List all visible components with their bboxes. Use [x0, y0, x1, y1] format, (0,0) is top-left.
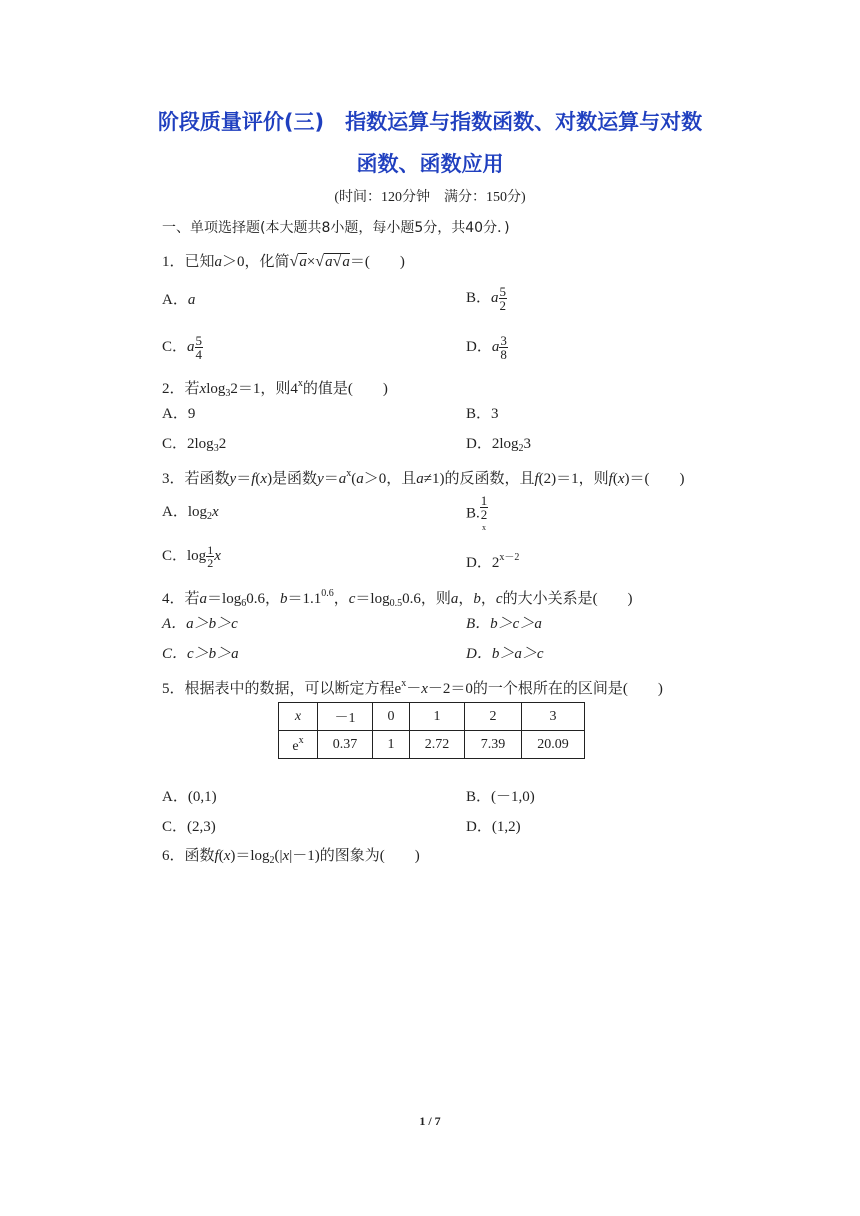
- table-row: [279, 731, 585, 759]
- exam-info: (时间：120分钟 满分：150分): [334, 190, 526, 205]
- table-cell: x: [279, 703, 318, 731]
- q4-option-d[interactable]: D．b＞a＞c: [466, 646, 544, 662]
- q4-option-c[interactable]: C．c＞b＞a: [162, 646, 239, 662]
- page-title-line1: 阶段质量评价(三) 指数运算与指数函数、对数运算与对数: [157, 110, 703, 134]
- q1-option-b[interactable]: B．a $\frac{5}{2}$: [466, 284, 507, 313]
- question-1: 1．已知a＞0，化简√a×√a√a＝( ): [162, 253, 405, 270]
- q3-option-d[interactable]: D．$2^{x-2}$: [466, 552, 520, 571]
- q2-option-a[interactable]: A．9: [162, 406, 196, 422]
- q2-option-c[interactable]: C．$2\log_32$: [162, 436, 227, 454]
- table-cell: 1: [410, 703, 465, 731]
- page-title-line2: 函数、函数应用: [356, 152, 504, 176]
- question-4: 4．若$a=\log_60.6$，$b=1.1^{0.6}$，$c=\log_{0.5}0.6$，则a，b，c的大小关系是( ): [162, 588, 633, 609]
- q3-option-c[interactable]: C．log $\frac{1}{2}$ x: [162, 543, 221, 570]
- q3-option-a[interactable]: A．$\log_2x$: [162, 504, 219, 522]
- table-cell: $e^x$: [279, 731, 318, 759]
- table-cell: 1: [373, 731, 410, 759]
- table-cell: －1: [318, 703, 373, 731]
- q3-option-b[interactable]: B. 1 2 x: [466, 493, 488, 532]
- q1-option-c[interactable]: C．a $\frac{5}{4}$: [162, 333, 203, 362]
- q2-option-d[interactable]: D．$2\log_23$: [466, 436, 532, 454]
- question-2: 2．若xlog$_3$2＝1，则4$^x$的值是( ): [162, 378, 388, 399]
- question-3: 3．若函数y＝f(x)是函数$y=a^x(a>0$，且a≠1)的反函数，且f(2)＝1，则f(x)＝( ): [162, 468, 685, 487]
- question-5: 5．根据表中的数据，可以断定方程$e^x-x-2=0$的一个根所在的区间是( ): [162, 678, 663, 697]
- q4-option-a[interactable]: A．a＞b＞c: [162, 616, 238, 632]
- page-number: 1 / 7: [419, 1114, 441, 1128]
- table-cell: 0.37: [318, 731, 373, 759]
- q5-option-c[interactable]: C．(2,3): [162, 819, 216, 835]
- table-cell: 0: [373, 703, 410, 731]
- q4-option-b[interactable]: B．b＞c＞a: [466, 616, 542, 632]
- table-cell: 3: [522, 703, 585, 731]
- section-heading: 一、单项选择题(本大题共8小题，每小题5分，共40分．): [162, 220, 510, 236]
- q5-option-d[interactable]: D．(1,2): [466, 819, 521, 835]
- q5-option-b[interactable]: B．(－1,0): [466, 789, 535, 805]
- q5-option-a[interactable]: A．(0,1): [162, 789, 217, 805]
- table-cell: 20.09: [522, 731, 585, 759]
- table-cell: 2: [465, 703, 522, 731]
- data-table: [278, 702, 585, 759]
- q1-option-d[interactable]: D．a $\frac{3}{8}$: [466, 333, 507, 362]
- table-row: [279, 703, 585, 731]
- q2-option-b[interactable]: B．3: [466, 406, 499, 422]
- table-cell: 7.39: [465, 731, 522, 759]
- q1-option-a[interactable]: A．a: [162, 292, 196, 308]
- question-6: 6．函数$f(x)=\log_2(|x|-1)$的图象为( ): [162, 848, 420, 866]
- table-cell: 2.72: [410, 731, 465, 759]
